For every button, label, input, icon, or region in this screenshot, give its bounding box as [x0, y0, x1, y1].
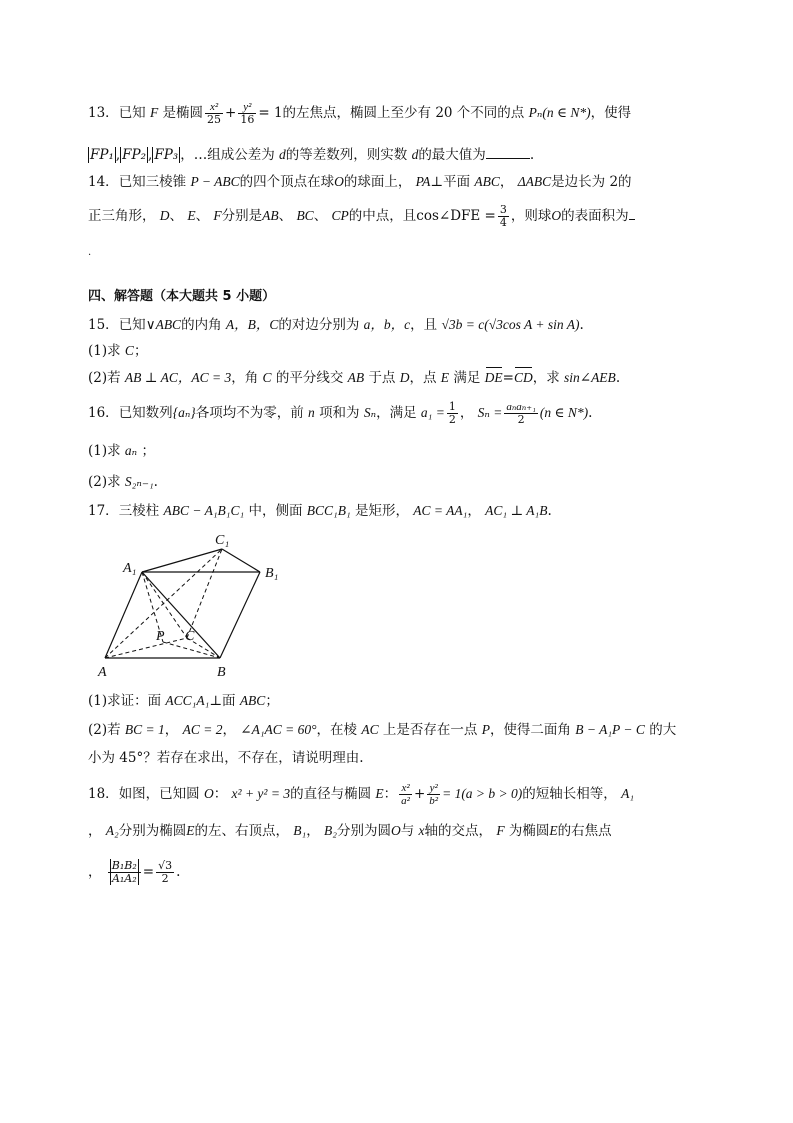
q14-line-3: .	[88, 247, 92, 258]
label-A1: A₁	[123, 561, 137, 576]
label-C1: C₁	[215, 533, 230, 548]
edge-B-B1	[220, 572, 260, 658]
q14-line-2: 正三角形， D、 E、 F分别是AB、 BC、 CP的中点，且cos∠DFE = $\frac{3}{4}$ ，则球O的表面积为	[88, 204, 635, 229]
label-P: P	[156, 629, 165, 644]
edge-C1-B1	[222, 549, 260, 572]
q18-line-2: ， A₂分别为椭圆E的左、右顶点， B₁， B₂分别为圆O与 x轴的交点， F 为椭圆E的右焦点	[88, 823, 612, 839]
section-heading: 四、解答题（本大题共 5 小题）	[88, 289, 276, 304]
q17-line-2: (1)求证：面 ACC₁A₁⊥面 ABC；	[88, 693, 279, 709]
fraction: $\frac{1}{2}$	[448, 400, 456, 426]
q15-line-2: (1)求 C；	[88, 343, 148, 359]
answer-blank	[629, 205, 635, 220]
q16-line-2: (1)求 aₙ ；	[88, 443, 155, 459]
edge-C-C1	[187, 549, 222, 638]
label-B1: B₁	[265, 566, 279, 581]
fraction: $\frac{\text{aₙaₙ₊₁}}{2}$	[506, 401, 536, 426]
fraction: $\frac{3}{4}$	[499, 203, 507, 229]
vector-DE: DE	[485, 367, 503, 389]
edge-A-A1	[105, 572, 142, 658]
q14-line-1: 14．已知三棱锥 P − ABC的四个顶点在球O的球面上， PA⊥平面 ABC， ΔABC是边长为 2的	[88, 174, 632, 190]
label-B: B	[217, 665, 226, 680]
fraction: $\frac{√3}{2}$	[158, 859, 173, 885]
q16-line-1: 16．已知数列{aₙ}各项均不为零，前 n 项和为 Sₙ，满足 a₁ = $\frac{1}{2}$ ， Sₙ = $\frac{\text{aₙaₙ₊₁}}{2}$ (n ∈ N*).	[88, 400, 593, 426]
q14-number: 14．	[88, 174, 119, 190]
q16-line-3: (2)求 S₂ₙ₋₁.	[88, 474, 158, 490]
label-A: A	[98, 665, 107, 680]
q13-number: 13．	[88, 105, 119, 121]
fraction: $\frac{\text{x²}}{25}$	[207, 101, 222, 126]
q18-number: 18．	[88, 786, 119, 802]
q18-line-1: 18．如图，已知圆 O： x² + y² = 3的直径与椭圆 E： $\frac{\text{x²}}{\text{a²}}$ + $\frac{\text{y²}}{\text{b²}}$ = 1(a > b > 0)的短轴长相等， A₁	[88, 782, 635, 807]
q17-number: 17．	[88, 503, 119, 519]
q17-line-4: 小为 45°？若存在求出，不存在，请说明理由.	[88, 750, 364, 766]
q15-line-1: 15．已知∨ABC的内角 A，B，C的对边分别为 a，b，c，且 √3b = c(√3cos A + sin A).	[88, 317, 584, 333]
fraction: $\frac{\text{y²}}{\text{b²}}$	[429, 782, 439, 807]
q16-number: 16．	[88, 405, 119, 421]
q15-line-3: (2)若 AB ⊥ AC，AC = 3，角 C 的平分线交 AB 于点 D，点 E 满足 DE=CD，求 sin∠AEB.	[88, 367, 620, 389]
q17-line-3: (2)若 BC = 1， AC = 2， ∠A₁AC = 60°，在棱 AC 上是否存在一点 P，使得二面角 B − A₁P − C 的大	[88, 722, 677, 738]
q18-line-3: ， $\frac{\text{B₁B₂}}{\text{A₁A₂}}$ = $\frac{√3}{2}$ .	[88, 859, 181, 885]
q13-line-1: 13．已知 F 是椭圆 $\frac{\text{x²}}{25}$ + $\frac{\text{y²}}{16}$ = 1的左焦点，椭圆上至少有 20 个不同的点 Pₙ(n ∈ N*)，使得	[88, 101, 632, 126]
q13-line-2: FP₁ , FP₂ , FP₃ ，…组成公差为 d的等差数列，则实数 d的最大值为 .	[88, 144, 534, 166]
fraction: $\frac{\text{B₁B₂}}{\text{A₁A₂}}$	[108, 860, 141, 885]
prism-figure	[95, 530, 295, 685]
fraction: $\frac{\text{y²}}{16}$	[240, 101, 255, 126]
label-C: C	[185, 629, 195, 644]
fraction: $\frac{\text{x²}}{\text{a²}}$	[401, 782, 410, 807]
vector-CD: CD	[514, 367, 533, 389]
answer-blank	[486, 144, 530, 159]
q17-line-1: 17．三棱柱 ABC − A₁B₁C₁ 中，侧面 BCC₁B₁ 是矩形， AC = AA₁， AC₁ ⊥ A₁B.	[88, 503, 552, 519]
q15-number: 15．	[88, 317, 119, 333]
edge-A-C	[105, 638, 187, 658]
edge-P-B	[163, 642, 220, 658]
